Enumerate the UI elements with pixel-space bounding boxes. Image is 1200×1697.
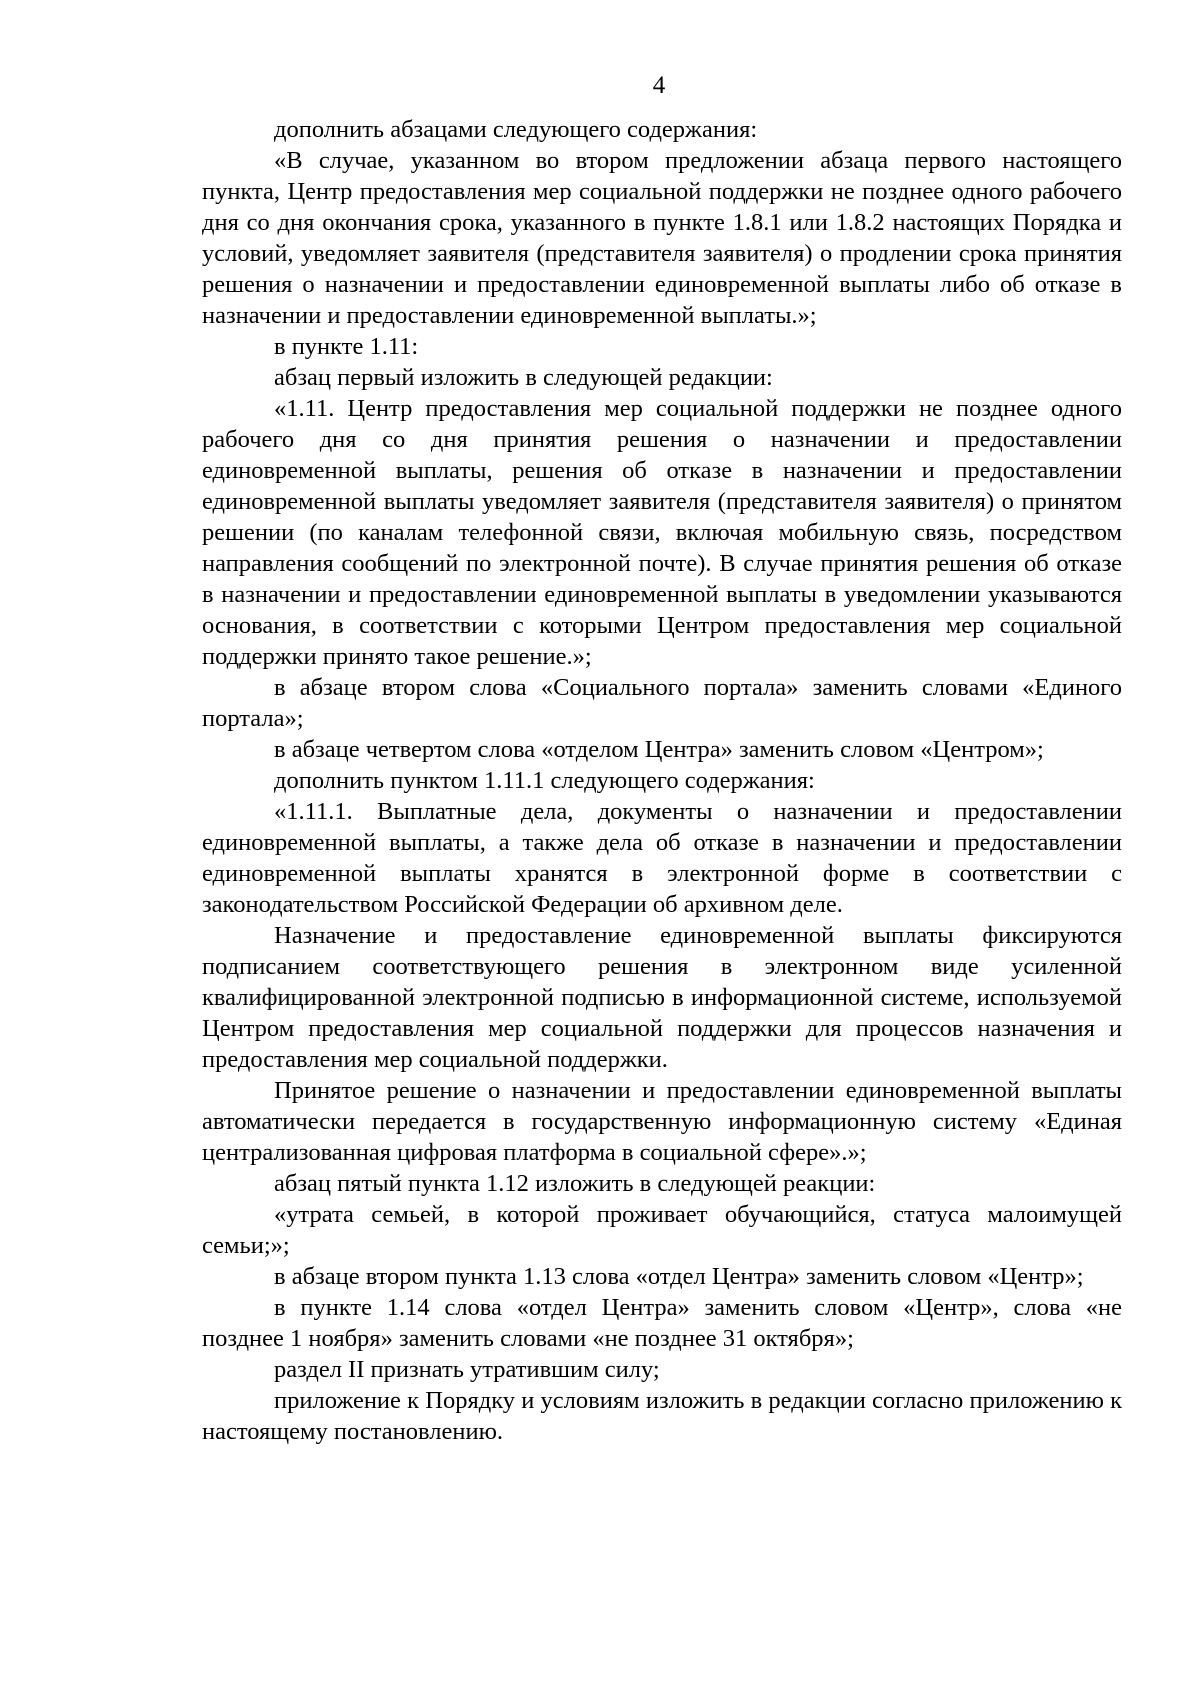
paragraph: в абзаце втором слова «Социального портала» заменить словами «Единого портала»;: [202, 674, 1122, 732]
paragraph: абзац первый изложить в следующей редакции:: [274, 364, 773, 391]
document-body: [202, 114, 1122, 1447]
paragraph: приложение к Порядку и условиям изложить в редакции согласно приложению к настоящему постановлению.: [202, 1387, 1122, 1445]
paragraph: Принятое решение о назначении и предоставлении единовременной выплаты автоматически передается в государственную информационную систему «Единая централизованная цифровая платформа в социальной сфере».»;: [202, 1077, 1122, 1166]
paragraph: «утрата семьей, в которой проживает обучающийся, статуса малоимущей семьи;»;: [202, 1201, 1122, 1259]
paragraph: раздел II признать утратившим силу;: [274, 1356, 660, 1383]
paragraph: «1.11. Центр предоставления мер социальной поддержки не позднее одного рабочего дня со дня принятия решения о назначении и предоставлении единовременной выплаты, решения об отказе в назначении и предоставлении единовременной выплаты уведомляет заявителя (представителя заявителя) о принятом решении (по каналам телефонной связи, включая мобильную связь, посредством направления сообщений по электронной почте). В случае принятия решения об отказе в назначении и предоставлении единовременной выплаты в уведомлении указываются основания, в соответствии с которыми Центром предоставления мер социальной поддержки принято такое решение.»;: [202, 395, 1122, 670]
paragraph: дополнить абзацами следующего содержания:: [274, 116, 758, 143]
paragraph: в абзаце четвертом слова «отделом Центра» заменить словом «Центром»;: [274, 736, 1044, 763]
paragraph: в абзаце втором пункта 1.13 слова «отдел Центра» заменить словом «Центр»;: [274, 1263, 1084, 1290]
paragraph: абзац пятый пункта 1.12 изложить в следующей реакции:: [274, 1170, 876, 1197]
paragraph: дополнить пунктом 1.11.1 следующего содержания:: [274, 767, 815, 794]
page-number: 4: [652, 72, 666, 99]
paragraph: «В случае, указанном во втором предложении абзаца первого настоящего пункта, Центр предоставления мер социальной поддержки не позднее одного рабочего дня со дня окончания срока, указанного в пункте 1.8.1 или 1.8.2 настоящих Порядка и условий, уведомляет заявителя (представителя заявителя) о продлении срока принятия решения о назначении и предоставлении единовременной выплаты либо об отказе в назначении и предоставлении единовременной выплаты.»;: [202, 147, 1122, 329]
paragraph: Назначение и предоставление единовременной выплаты фиксируются подписанием соответствующего решения в электронном виде усиленной квалифицированной электронной подписью в информационной системе, используемой Центром предоставления мер социальной поддержки для процессов назначения и предоставления мер социальной поддержки.: [202, 922, 1122, 1073]
paragraph: в пункте 1.11:: [274, 333, 419, 360]
paragraph: в пункте 1.14 слова «отдел Центра» заменить словом «Центр», слова «не позднее 1 ноября» заменить словами «не позднее 31 октября»;: [202, 1294, 1122, 1352]
paragraph: «1.11.1. Выплатные дела, документы о назначении и предоставлении единовременной выплаты, а также дела об отказе в назначении и предоставлении единовременной выплаты хранятся в электронной форме в соответствии с законодательством Российской Федерации об архивном деле.: [202, 798, 1122, 918]
